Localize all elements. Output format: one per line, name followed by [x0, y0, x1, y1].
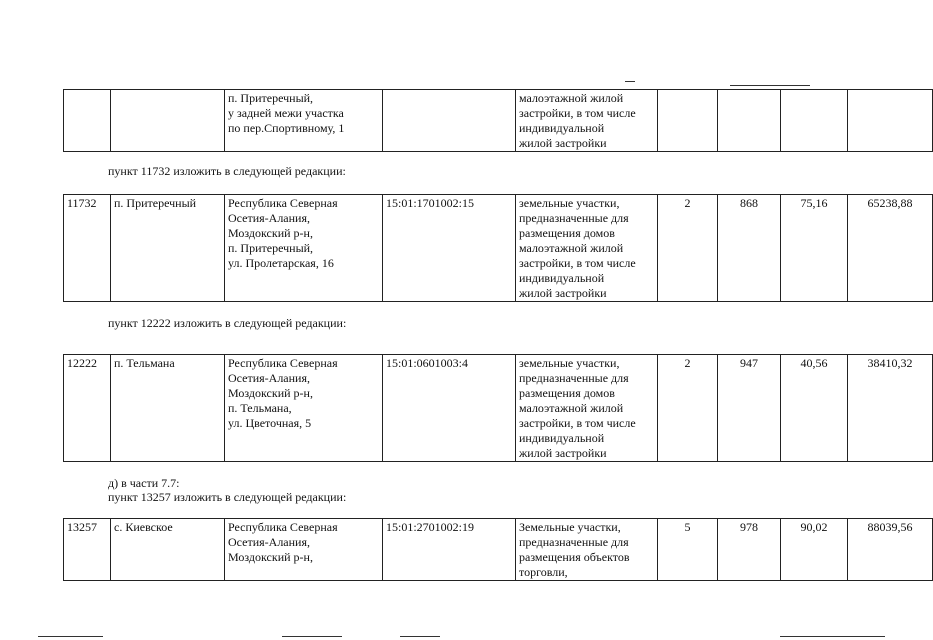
- cell-cadastral: 15:01:0601003:4: [383, 355, 516, 462]
- cell-category: малоэтажной жилой застройки, в том числе индивидуальной жилой застройки: [516, 90, 658, 152]
- paragraph-part-7-7: д) в части 7.7:: [108, 476, 180, 490]
- table-13257: [63, 518, 933, 581]
- cell-address: Республика Северная Осетия-Алания, Моздокский р-н, п. Тельмана, ул. Цветочная, 5: [225, 355, 383, 462]
- paragraph-11732: пункт 11732 изложить в следующей редакции:: [108, 164, 346, 178]
- paragraph-12222: пункт 12222 изложить в следующей редакции:: [108, 316, 347, 330]
- cell-value: [848, 90, 933, 152]
- cell-category: Земельные участки, предназначенные для размещения объектов торговли,: [516, 519, 658, 581]
- cell-group: 5: [658, 519, 718, 581]
- cell-rate: [781, 90, 848, 152]
- table-row: [64, 195, 933, 302]
- scan-mark: [625, 81, 635, 82]
- scan-mark: [730, 85, 810, 86]
- cell-address: Республика Северная Осетия-Алания, Моздокский р-н, п. Притеречный, ул. Пролетарская, 16: [225, 195, 383, 302]
- cell-locality: [111, 90, 225, 152]
- continuation-table: [63, 89, 933, 152]
- cell-id: 12222: [64, 355, 111, 462]
- cell-locality: п. Притеречный: [111, 195, 225, 302]
- scan-mark: [282, 636, 342, 637]
- cell-rate: 75,16: [781, 195, 848, 302]
- cell-rate: 40,56: [781, 355, 848, 462]
- cell-category: земельные участки, предназначенные для размещения домов малоэтажной жилой застройки, в том числе индивидуальной жилой застройки: [516, 355, 658, 462]
- table-row: [64, 355, 933, 462]
- scan-mark: [780, 636, 885, 637]
- cell-id: 11732: [64, 195, 111, 302]
- cell-area: 978: [718, 519, 781, 581]
- cell-value: 65238,88: [848, 195, 933, 302]
- table-12222: [63, 354, 933, 462]
- cell-id: [64, 90, 111, 152]
- cell-area: 868: [718, 195, 781, 302]
- cell-locality: с. Киевское: [111, 519, 225, 581]
- table-11732: [63, 194, 933, 302]
- cell-id: 13257: [64, 519, 111, 581]
- scan-mark: [38, 636, 103, 637]
- table-row: [64, 519, 933, 581]
- paragraph-13257: пункт 13257 изложить в следующей редакции:: [108, 490, 347, 504]
- cell-category: земельные участки, предназначенные для размещения домов малоэтажной жилой застройки, в том числе индивидуальной жилой застройки: [516, 195, 658, 302]
- cell-address: Республика Северная Осетия-Алания, Моздокский р-н,: [225, 519, 383, 581]
- cell-area: [718, 90, 781, 152]
- scan-mark: [400, 636, 440, 637]
- cell-cadastral: [383, 90, 516, 152]
- cell-area: 947: [718, 355, 781, 462]
- cell-cadastral: 15:01:2701002:19: [383, 519, 516, 581]
- cell-value: 88039,56: [848, 519, 933, 581]
- cell-group: 2: [658, 355, 718, 462]
- cell-locality: п. Тельмана: [111, 355, 225, 462]
- table-row: [64, 90, 933, 152]
- cell-address: п. Притеречный, у задней межи участка по пер.Спортивному, 1: [225, 90, 383, 152]
- cell-group: 2: [658, 195, 718, 302]
- cell-rate: 90,02: [781, 519, 848, 581]
- cell-group: [658, 90, 718, 152]
- cell-value: 38410,32: [848, 355, 933, 462]
- cell-cadastral: 15:01:1701002:15: [383, 195, 516, 302]
